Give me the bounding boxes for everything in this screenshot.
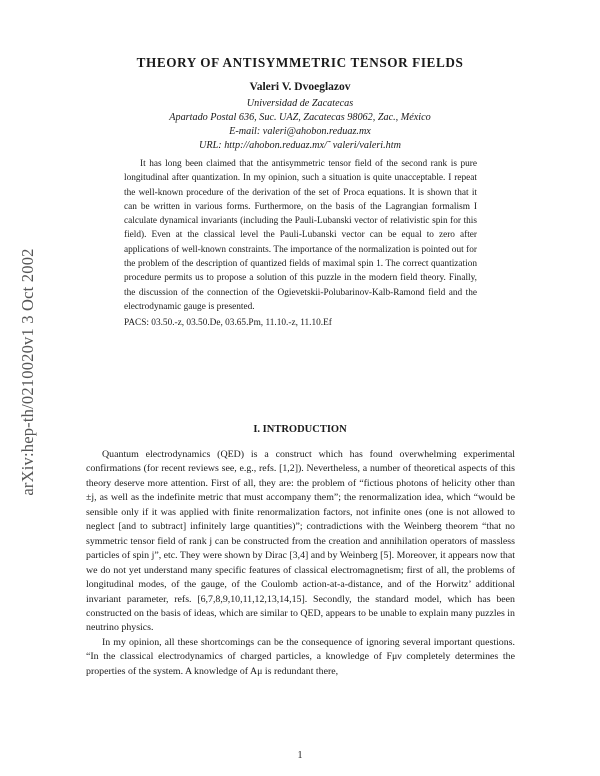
affiliation-url: URL: http://ahobon.reduaz.mx/˜ valeri/valeri.htm (199, 140, 401, 151)
paragraph-2: In my opinion, all these shortcomings can be the consequence of ignoring several important questions. “In the classical electrodynamics of charged particles, a knowledge of Fμν completely determines the properties of the system. A knowledge of Aμ is redundant there, (86, 636, 515, 677)
affiliation-address: Apartado Postal 636, Suc. UAZ, Zacatecas 98062, Zac., México (169, 112, 431, 123)
page-number: 1 (297, 750, 303, 761)
affiliation-email: E-mail: valeri@ahobon.reduaz.mx (229, 126, 371, 137)
affiliation-university: Universidad de Zacatecas (246, 98, 354, 109)
abstract-text: It has long been claimed that the antisymmetric tensor field of the second rank is pure longitudinal after quantization. In my opinion, such a situation is quite unacceptable. I repeat the well-known procedure of the derivation of the set of Proca equations. It is shown that it can be written in various forms. Furthermore, on the basis of the Lagrangian formalism I calculate dynamical invariants (including the Pauli-Lubanski vector of relativistic spin for this field). Even at the classical level the Pauli-Lubanski vector can be equal to zero after applications of well-known constraints. The importance of the normalization is pointed out for the problem of the description of quantized fields of maximal spin 1. The correct quantization procedure permits us to propose a solution of this puzzle in the modern field theory. Finally, the discussion of the connection of the Ogievetskii-Polubarinov-Kalb-Ramond field and the electrodynamic gauge is presented. (124, 159, 477, 312)
abstract (124, 157, 477, 314)
arxiv-identifier: arXiv:hep-th/0210020v1 3 Oct 2002 (18, 248, 37, 496)
paper-title: THEORY OF ANTISYMMETRIC TENSOR FIELDS (136, 55, 464, 70)
pacs-codes: PACS: 03.50.-z, 03.50.De, 03.65.Pm, 11.10.-z, 11.10.Ef (124, 318, 332, 328)
introduction-body (86, 448, 515, 679)
arxiv-side-label (14, 212, 42, 532)
author-name: Valeri V. Dvoeglazov (249, 81, 351, 93)
section-heading-introduction: I. INTRODUCTION (253, 424, 347, 435)
paragraph-1: Quantum electrodynamics (QED) is a construct which has found overwhelming experimental confirmations (for recent reviews see, e.g., refs. [1,2]). Nevertheless, a number of theoretical aspects of this theory deserve more attention. First of all, they are: the problem of “fictious photons of helicity other than ±j, as well as the indefinite metric that must accompany them”; the renormalization idea, which “would be sensible only if it was applied with finite renormalization factors, not infinite ones (one is not allowed to neglect [and to subtract] infinitely large quantities)”; contradictions with the Weinberg theorem “that no symmetric tensor field of rank j can be constructed from the creation and annihilation operators of massless particles of spin j”, etc. They were shown by Dirac [3,4] and by Weinberg [5]. Moreover, it appears now that we do not yet understand many specific features of classical electromagnetism; first of all, the problems of longitudinal modes, of the gauge, of the Coulomb action-at-a-distance, and of the Horwitz’ additional invariant parameter, refs. [6,7,8,9,10,11,12,13,14,15]. Secondly, the standard model, which has been constructed on the basis of ideas, which are similar to QED, appears to be unable to explain many puzzles in neutrino physics. (86, 449, 515, 634)
